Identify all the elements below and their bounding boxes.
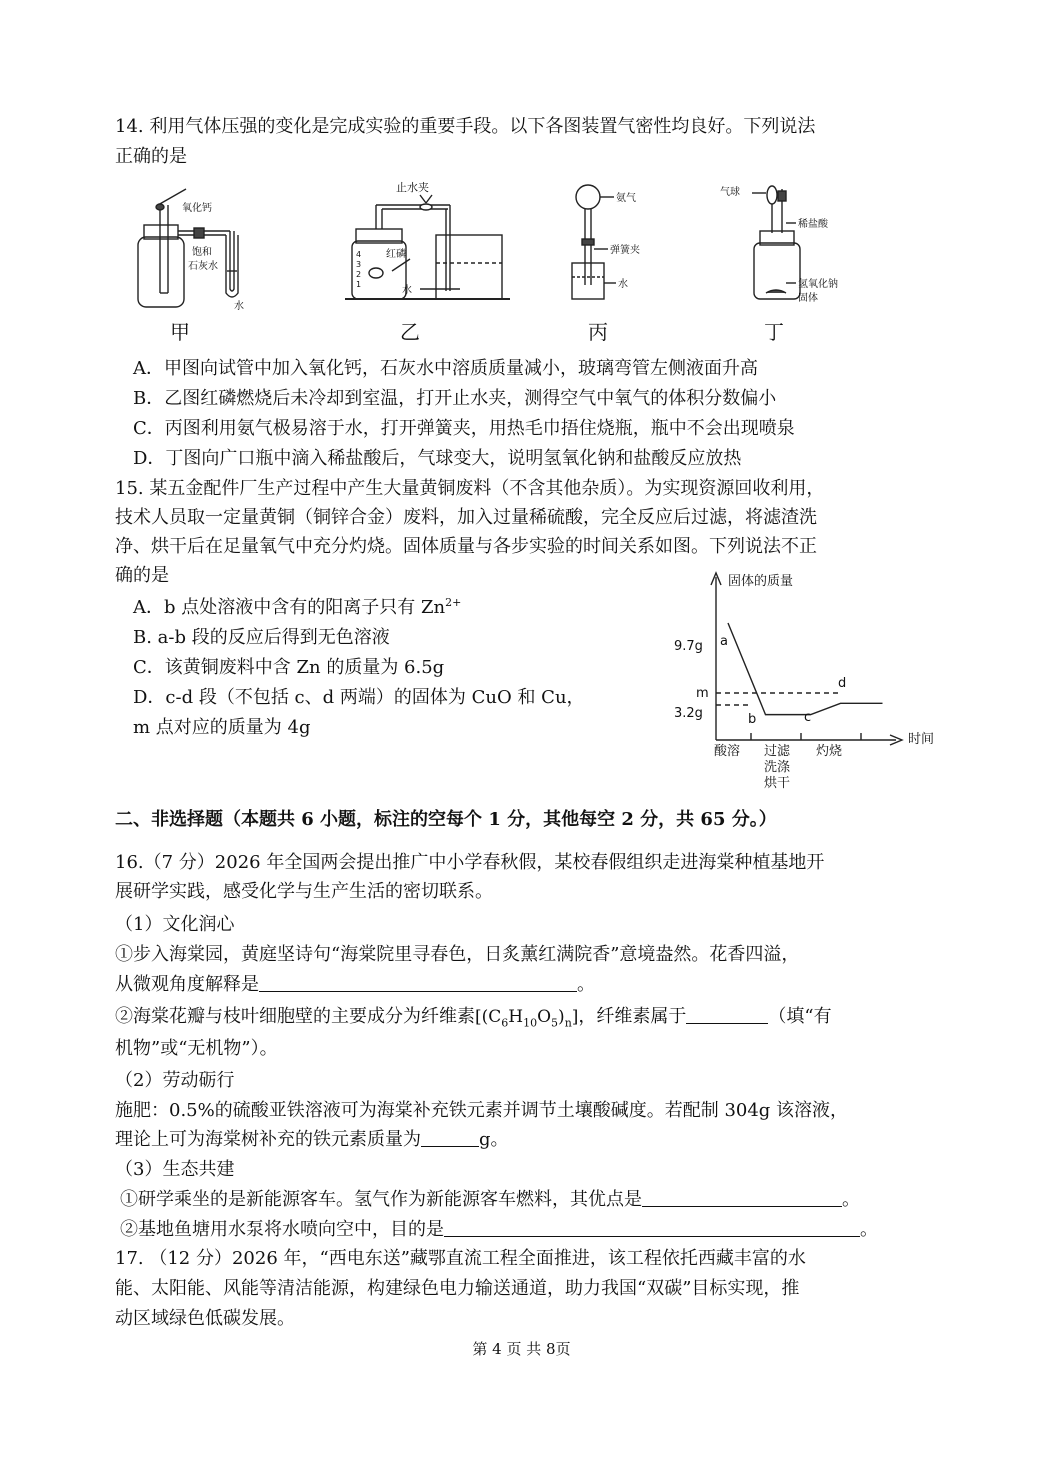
fig-yi-mark-2: 2 [356, 270, 362, 279]
fig-jia-label-cao: 氧化钙 [182, 203, 212, 214]
q16-part3-q2-prompt: ②基地鱼塘用水泵将水喷向空中，目的是 [120, 1219, 444, 1240]
fig-yi-label-clamp: 止水夹 [396, 181, 429, 194]
q16-part2-line1: 施肥：0.5%的硫酸亚铁溶液可为海棠补充铁元素并调节土壤酸碱度。若配制 304g 该溶液， [115, 1100, 849, 1121]
q16-part3-q2-end: 。 [860, 1219, 878, 1240]
q15-option-d-line1: D．c-d 段（不包括 c、d 两端）的固体为 CuO 和 Cu， [133, 687, 585, 708]
q16-part3-q1 [120, 1187, 860, 1213]
formula-o: O [537, 1007, 552, 1027]
formula-h: H [508, 1007, 524, 1027]
formula-c: C [488, 1007, 502, 1027]
q17-stem-line1: 17. （12 分）2026 年，“西电东送”藏鄂直流工程全面推进，该工程依托西藏丰富的水 [115, 1248, 806, 1269]
q16-part1-q2-answer-blank[interactable] [686, 1005, 768, 1024]
q15-option-a-charge: 2+ [445, 596, 462, 609]
q16-part3-q1-end: 。 [842, 1189, 860, 1210]
q16-part2-answer-blank[interactable] [421, 1128, 479, 1147]
chart-point-d-label: d [838, 676, 847, 691]
fig-yi-mark-4: 4 [356, 250, 362, 259]
fig-jia-label-water: 水 [234, 301, 244, 312]
q16-part1-q1-answer-blank[interactable] [259, 973, 577, 992]
fig-ding-label-solid: 固体 [798, 293, 818, 304]
fig-yi-apparatus [345, 195, 510, 299]
fig-bing-caption: 丙 [588, 320, 608, 344]
q14-option-c: C．丙图利用氨气极易溶于水，打开弹簧夹，用热毛巾捂住烧瓶，瓶中不会出现喷泉 [133, 418, 795, 439]
q16-part2-line2 [115, 1127, 509, 1153]
q15-option-b: B. a-b 段的反应后得到无色溶液 [133, 627, 390, 648]
chart-stage-filter: 过滤 [764, 744, 791, 759]
q16-part1-q2-line2: 机物”或“无机物”）。 [115, 1038, 278, 1059]
chart-series-line [728, 623, 883, 715]
formula-c-sub: 6 [501, 1016, 509, 1030]
fig-yi-mark-3: 3 [356, 260, 362, 269]
chart-stage-wash: 洗涤 [764, 760, 791, 775]
q14-stem-line1: 14. 利用气体压强的变化是完成实验的重要手段。以下各图装置气密性均良好。下列说法 [115, 116, 816, 137]
q16-part1-q2-mid: ，纤维素属于 [578, 1006, 687, 1027]
fig-ding-caption: 丁 [764, 320, 784, 344]
chart-stage-acid: 酸溶 [714, 744, 741, 759]
chart-y-tick-m: m [696, 686, 709, 701]
page-footer: 第 4 页 共 8页 [472, 1340, 571, 1358]
fig-jia-label-lime: 石灰水 [188, 261, 218, 272]
section-2-title: 二、非选择题（本题共 6 小题，标注的空每个 1 分，其他每空 2 分，共 65 分。） [115, 809, 777, 830]
q15-mass-time-chart [670, 565, 960, 791]
fig-yi-label-phosphorus: 红磷 [386, 249, 406, 260]
q14-option-d: D．丁图向广口瓶中滴入稀盐酸后，气球变大，说明氢氧化钠和盐酸反应放热 [133, 448, 742, 469]
fig-ding-label-naoh: 氢氧化钠 [798, 279, 838, 290]
q16-part3-q2 [120, 1217, 878, 1243]
formula-h-sub: 10 [523, 1016, 538, 1030]
q14-stem-line2: 正确的是 [115, 146, 187, 167]
q15-option-c: C．该黄铜废料中含 Zn 的质量为 6.5g [133, 657, 445, 678]
fig-bing-label-clip: 弹簧夹 [610, 245, 640, 256]
q15-stem-line1: 15. 某五金配件厂生产过程中产生大量黄铜废料（不含其他杂质）。为实现资源回收利用， [115, 478, 825, 499]
chart-x-axis-label: 时间 [908, 732, 935, 747]
fig-bing-apparatus [572, 185, 616, 299]
q16-part2-prompt: 理论上可为海棠树补充的铁元素质量为 [115, 1129, 421, 1150]
chart-point-a-label: a [720, 634, 728, 649]
q15-option-d-line2: m 点对应的质量为 4g [133, 717, 311, 738]
q15-stem-line3: 净、烘干后在足量氧气中充分灼烧。固体质量与各步实验的时间关系如图。下列说法不正 [115, 536, 817, 557]
cellulose-formula: $[(C_6H_{10}O_5)_n]$ [475, 1007, 579, 1030]
chart-y-axis-label: 固体的质量 [728, 574, 794, 589]
q16-part3-q1-prompt: ①研学乘坐的是新能源客车。氢气作为新能源客车燃料，其优点是 [120, 1189, 642, 1210]
q14-apparatus-figures [120, 175, 900, 320]
q15-stem-line4: 确的是 [115, 565, 169, 586]
q16-stem-line1: 16.（7 分）2026 年全国两会提出推广中小学春秋假，某校春假组织走进海棠种植基地开 [115, 852, 825, 873]
q16-part2-heading: （2）劳动砺行 [115, 1070, 235, 1091]
q16-part1-q2-tail: （填“有 [768, 1006, 832, 1027]
chart-point-c-label: c [804, 710, 812, 725]
q16-part1-q2-line1 [115, 1004, 832, 1030]
q16-part1-q1-line2 [115, 972, 595, 998]
q16-part1-q1-prompt: 从微观角度解释是 [115, 974, 259, 995]
q16-stem-line2: 展研学实践，感受化学与生产生活的密切联系。 [115, 881, 493, 902]
fig-yi-mark-1: 1 [356, 280, 362, 289]
chart-y-tick-32g: 3.2g [674, 706, 703, 721]
q16-part1-q2-prompt: ②海棠花瓣与枝叶细胞壁的主要成分为纤维素 [115, 1006, 475, 1027]
formula-o-sub: 5 [551, 1016, 559, 1030]
fig-ding-apparatus [752, 186, 800, 299]
fig-bing-label-water: 水 [618, 279, 628, 290]
fig-yi-label-water: 水 [402, 285, 412, 296]
q15-option-a-text: A．b 点处溶液中含有的阳离子只有 Zn [133, 597, 446, 618]
q16-part1-heading: （1）文化润心 [115, 914, 235, 935]
q14-option-b: B．乙图红磷燃烧后未冷却到室温，打开止水夹，测得空气中氧气的体积分数偏小 [133, 388, 777, 409]
chart-point-b-label: b [748, 712, 757, 727]
fig-bing-label-ammonia: 氨气 [616, 193, 636, 204]
fig-jia-caption: 甲 [170, 320, 190, 344]
q16-part1-q1-end: 。 [577, 974, 595, 995]
fig-ding-label-balloon: 气球 [720, 187, 740, 198]
q16-part3-q1-answer-blank[interactable] [642, 1188, 842, 1207]
fig-yi-caption: 乙 [400, 320, 420, 344]
fig-ding-label-hcl: 稀盐酸 [798, 219, 828, 230]
q17-stem-line3: 动区域绿色低碳发展。 [115, 1308, 295, 1329]
q16-part3-q2-answer-blank[interactable] [444, 1218, 860, 1237]
q14-option-a: A．甲图向试管中加入氧化钙，石灰水中溶质质量减小，玻璃弯管左侧液面升高 [133, 358, 758, 379]
q16-part2-end: g。 [479, 1129, 509, 1150]
fig-jia-label-sat: 饱和 [192, 247, 212, 258]
q16-part1-q1-line1: ①步入海棠园，黄庭坚诗句“海棠院里寻春色，日炙薰红满院香”意境盎然。花香四溢， [115, 944, 800, 965]
chart-stage-burn: 灼烧 [816, 744, 843, 759]
q17-stem-line2: 能、太阳能、风能等清洁能源，构建绿色电力输送通道，助力我国“双碳”目标实现，推 [115, 1278, 800, 1299]
q16-part3-heading: （3）生态共建 [115, 1159, 235, 1180]
chart-y-tick-97g: 9.7g [674, 639, 703, 654]
formula-n-sub: n [564, 1016, 572, 1030]
q15-option-a [133, 595, 461, 621]
q15-stem-line2: 技术人员取一定量黄铜（铜锌合金）废料，加入过量稀硫酸，完全反应后过滤，将滤渣洗 [115, 507, 817, 528]
chart-stage-dry: 烘干 [764, 776, 791, 791]
